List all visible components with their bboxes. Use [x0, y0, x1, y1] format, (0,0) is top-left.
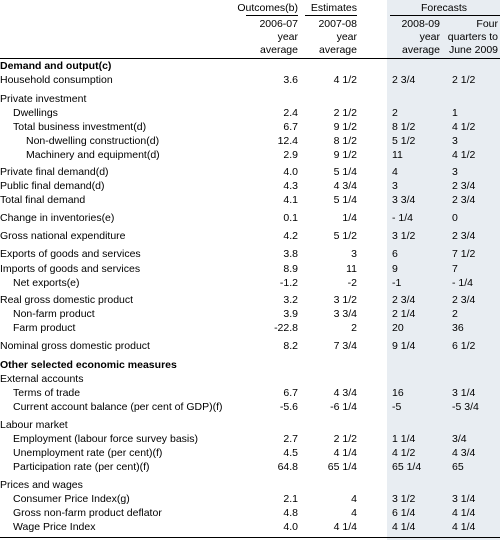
rule-outcomes	[246, 15, 298, 16]
row-value-col3: -1	[392, 277, 402, 289]
row-label: Terms of trade	[13, 387, 81, 399]
row-label: Public final demand(d)	[0, 180, 105, 192]
table-row	[0, 60, 500, 72]
col3-header-1: 2008-09	[401, 18, 440, 30]
row-value-col2: 4 3/4	[333, 180, 357, 192]
col2-header-1: 2007-08	[318, 18, 357, 30]
row-value-col1: 4.1	[283, 194, 298, 206]
row-value-col1: 12.4	[277, 135, 298, 147]
row-label: Non-farm product	[13, 308, 95, 320]
row-value-col1: 4.0	[283, 166, 298, 178]
row-value-col4: 7	[452, 263, 458, 275]
row-label: Wage Price Index	[13, 521, 96, 533]
row-label: Unemployment rate (per cent)(f)	[13, 447, 163, 459]
row-value-col3: 1 1/4	[392, 433, 416, 445]
table-row	[0, 359, 500, 371]
row-value-col2: 3 3/4	[333, 308, 357, 320]
row-label: Labour market	[0, 419, 68, 431]
rule-header-bottom	[0, 58, 500, 59]
row-value-col1: 6.7	[283, 387, 298, 399]
row-value-col4: 65	[452, 461, 464, 473]
row-value-col1: 4.0	[283, 521, 298, 533]
row-value-col1: 4.3	[283, 180, 298, 192]
row-value-col3: 11	[392, 149, 403, 161]
table-row	[0, 387, 500, 399]
row-value-col2: -2	[347, 277, 357, 289]
row-label: Private final demand(d)	[0, 166, 109, 178]
row-value-col4: 4 3/4	[452, 447, 476, 459]
table-row	[0, 479, 500, 491]
row-value-col3: 9 1/4	[392, 340, 416, 352]
row-value-col3: 2 3/4	[392, 74, 416, 86]
row-value-col3: 3 1/2	[392, 493, 416, 505]
row-label: Consumer Price Index(g)	[13, 493, 130, 505]
row-value-col2: 2 1/2	[333, 107, 357, 119]
row-value-col4: 3/4	[452, 433, 467, 445]
header-forecasts-label: Forecasts	[420, 2, 468, 14]
row-label: Participation rate (per cent)(f)	[13, 461, 150, 473]
row-label: Nominal gross domestic product	[0, 340, 150, 352]
row-value-col2: 65 1/4	[327, 461, 357, 473]
row-label: Household consumption	[0, 74, 113, 86]
row-label: Employment (labour force survey basis)	[13, 433, 198, 445]
row-value-col3: 4 1/4	[392, 521, 416, 533]
row-label: Private investment	[0, 93, 87, 105]
row-label: External accounts	[0, 373, 84, 385]
row-value-col4: 3 1/4	[452, 493, 476, 505]
header-outcomes-label: Outcomes(b)	[237, 2, 298, 14]
row-label: Real gross domestic product	[0, 294, 134, 306]
row-value-col4: 2 3/4	[452, 180, 476, 192]
row-label: Imports of goods and services	[0, 263, 141, 275]
row-value-col1: 3.2	[283, 294, 298, 306]
row-value-col2: 9 1/2	[333, 149, 357, 161]
col1-header-2: year	[277, 31, 298, 43]
table-row	[0, 433, 500, 445]
table-row	[0, 322, 500, 334]
row-value-col1: 2.4	[283, 107, 298, 119]
row-value-col2: 7 3/4	[333, 340, 357, 352]
table-row	[0, 419, 500, 431]
row-value-col2: 11	[346, 263, 357, 275]
row-value-col4: 4 1/2	[452, 121, 476, 133]
col2-header-3: average	[319, 44, 357, 56]
section-heading: Demand and output(c)	[0, 60, 112, 72]
table-row	[0, 212, 500, 224]
row-value-col4: 36	[452, 322, 464, 334]
table-row	[0, 93, 500, 105]
row-value-col3: 3	[392, 180, 398, 192]
row-value-col4: 2	[452, 308, 458, 320]
row-label: Net exports(e)	[13, 277, 80, 289]
table-row	[0, 308, 500, 320]
row-value-col3: 65 1/4	[392, 461, 422, 473]
row-label: Change in inventories(e)	[0, 212, 115, 224]
row-value-col4: 4 1/4	[452, 507, 476, 519]
row-value-col2: 8 1/2	[333, 135, 357, 147]
row-label: Exports of goods and services	[0, 248, 141, 260]
row-value-col4: 1	[452, 107, 458, 119]
row-value-col1: 2.7	[283, 433, 298, 445]
row-value-col1: 3.6	[283, 74, 298, 86]
table-row	[0, 149, 500, 161]
row-value-col2: 4 3/4	[333, 387, 357, 399]
col3-header-3: average	[402, 44, 440, 56]
row-value-col3: - 1/4	[392, 212, 414, 224]
table-row	[0, 521, 500, 533]
row-value-col1: 2.1	[283, 493, 298, 505]
rule-forecasts	[390, 15, 500, 16]
row-value-col1: 8.2	[283, 340, 298, 352]
row-value-col2: 4	[351, 507, 357, 519]
row-value-col1: -1.2	[279, 277, 298, 289]
row-value-col1: 3.8	[283, 248, 298, 260]
row-value-col4: 2 3/4	[452, 194, 476, 206]
row-value-col3: 9	[392, 263, 398, 275]
table-row	[0, 194, 500, 206]
row-value-col3: 4	[392, 166, 398, 178]
row-value-col2: 4 1/4	[333, 521, 357, 533]
row-value-col2: 5 1/4	[333, 166, 357, 178]
row-value-col2: 5 1/4	[333, 194, 357, 206]
col1-header-3: average	[260, 44, 298, 56]
row-value-col2: 5 1/2	[333, 230, 357, 242]
rule-estimates	[305, 15, 357, 16]
col4-header-1: Four	[476, 18, 498, 30]
row-value-col2: 4	[351, 493, 357, 505]
col4-header-3: June 2009	[448, 44, 498, 56]
row-value-col4: 3	[452, 135, 458, 147]
row-value-col2: 3 1/2	[333, 294, 357, 306]
row-value-col4: 0	[452, 212, 458, 224]
row-label: Non-dwelling construction(d)	[26, 135, 160, 147]
row-value-col4: 3 1/4	[452, 387, 476, 399]
row-label: Total final demand	[0, 194, 86, 206]
row-value-col4: 2 3/4	[452, 294, 476, 306]
row-value-col1: 64.8	[277, 461, 298, 473]
row-value-col4: -5 3/4	[452, 401, 479, 413]
row-label: Machinery and equipment(d)	[26, 149, 160, 161]
row-value-col1: 8.9	[283, 263, 298, 275]
row-value-col3: 2	[392, 107, 398, 119]
header-estimates-label: Estimates	[310, 2, 357, 14]
row-label: Gross national expenditure	[0, 230, 126, 242]
table-row	[0, 373, 500, 385]
table-row	[0, 294, 500, 306]
row-value-col4: 3	[452, 166, 458, 178]
row-value-col3: 5 1/2	[392, 135, 416, 147]
row-value-col2: 4 1/4	[333, 447, 357, 459]
row-value-col1: 4.2	[283, 230, 298, 242]
col3-header-2: year	[419, 31, 440, 43]
row-value-col1: 6.7	[283, 121, 298, 133]
col2-header-2: year	[336, 31, 357, 43]
row-label: Current account balance (per cent of GDP)(f)	[13, 401, 223, 413]
row-value-col3: 2 1/4	[392, 308, 416, 320]
row-value-col1: 3.9	[283, 308, 298, 320]
row-value-col2: 3	[351, 248, 357, 260]
col4-header-2: quarters to	[447, 31, 498, 43]
row-value-col4: 2 1/2	[452, 74, 476, 86]
row-value-col4: 2 3/4	[452, 230, 476, 242]
table-row	[0, 447, 500, 459]
row-value-col3: 4 1/2	[392, 447, 416, 459]
table-row	[0, 135, 500, 147]
row-value-col3: 16	[392, 387, 404, 399]
row-label: Farm product	[13, 322, 76, 334]
row-value-col2: 2	[351, 322, 357, 334]
table-row	[0, 263, 500, 275]
table-row	[0, 507, 500, 519]
row-value-col4: - 1/4	[452, 277, 474, 289]
row-value-col1: 4.5	[283, 447, 298, 459]
row-value-col1: -5.6	[279, 401, 298, 413]
table-row	[0, 493, 500, 505]
table-row	[0, 166, 500, 178]
row-value-col4: 4 1/4	[452, 521, 476, 533]
row-value-col3: 6 1/4	[392, 507, 416, 519]
row-value-col1: -22.8	[274, 322, 298, 334]
row-value-col2: -6 1/4	[330, 401, 357, 413]
row-value-col1: 0.1	[283, 212, 298, 224]
table-row	[0, 461, 500, 473]
row-value-col3: 2 3/4	[392, 294, 416, 306]
table-row	[0, 107, 500, 119]
row-label: Total business investment(d)	[13, 121, 147, 133]
row-value-col1: 4.8	[283, 507, 298, 519]
row-value-col4: 6 1/2	[452, 340, 476, 352]
table-row	[0, 180, 500, 192]
row-value-col2: 2 1/2	[333, 433, 357, 445]
row-value-col3: 20	[392, 322, 404, 334]
row-value-col2: 1/4	[342, 212, 357, 224]
row-value-col4: 7 1/2	[452, 248, 476, 260]
table-row	[0, 248, 500, 260]
table-row	[0, 277, 500, 289]
row-value-col2: 4 1/2	[333, 74, 357, 86]
table-row	[0, 401, 500, 413]
row-value-col3: 6	[392, 248, 398, 260]
row-label: Prices and wages	[0, 479, 83, 491]
table-row	[0, 121, 500, 133]
row-value-col3: 8 1/2	[392, 121, 416, 133]
row-value-col3: 3 1/2	[392, 230, 416, 242]
table-row	[0, 230, 500, 242]
row-value-col3: 3 3/4	[392, 194, 416, 206]
row-label: Dwellings	[13, 107, 58, 119]
row-value-col1: 2.9	[283, 149, 298, 161]
row-value-col4: 4 1/2	[452, 149, 476, 161]
row-label: Gross non-farm product deflator	[13, 507, 162, 519]
rule-table-bottom	[0, 537, 500, 538]
row-value-col2: 9 1/2	[333, 121, 357, 133]
section-heading: Other selected economic measures	[0, 359, 177, 371]
table-row	[0, 340, 500, 352]
col1-header-1: 2006-07	[259, 18, 298, 30]
table-row	[0, 74, 500, 86]
row-value-col3: -5	[392, 401, 402, 413]
